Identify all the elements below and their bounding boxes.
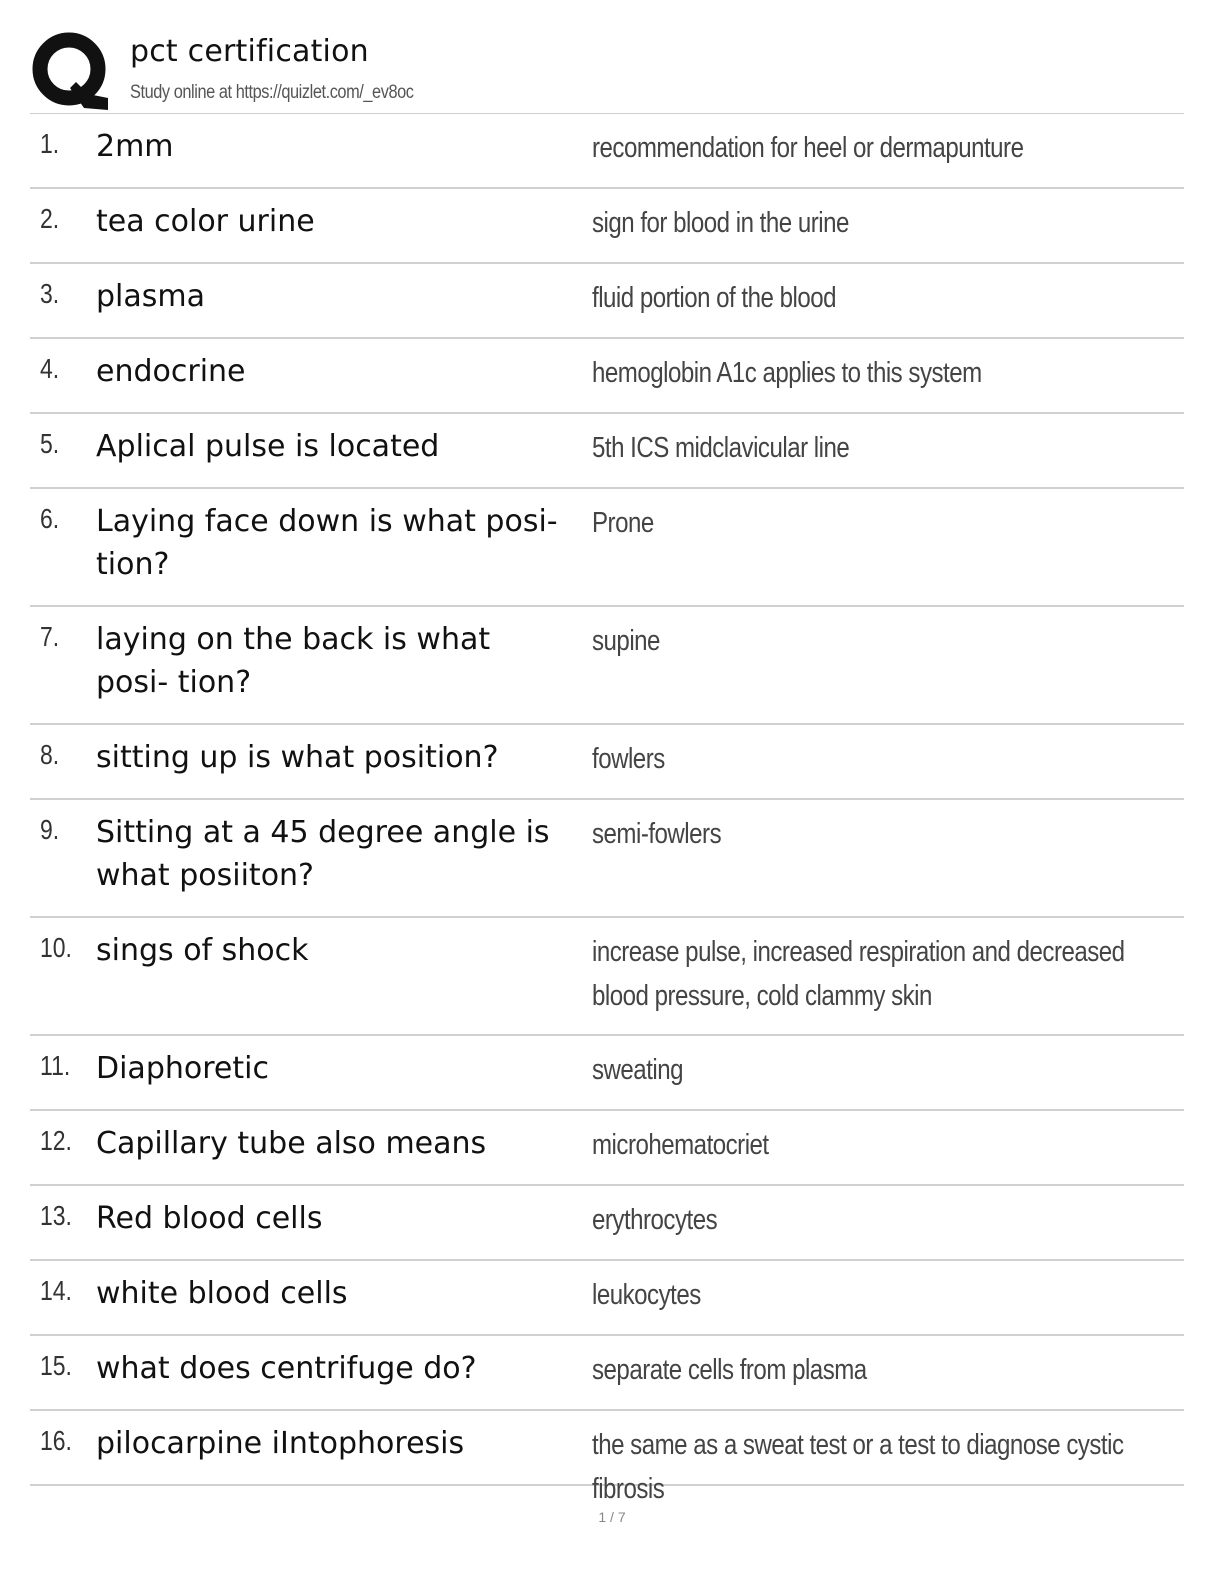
card-term: tea color urine [96,204,315,239]
card-term: pilocarpine iIntophoresis [96,1426,465,1461]
card-number: 16. [40,1425,72,1456]
flashcard-row [30,800,1184,918]
flashcard-row [30,114,1184,189]
card-number: 11. [40,1050,71,1081]
card-number: 8. [40,739,60,770]
study-online-link[interactable]: Study online at https://quizlet.com/_ev8oc [130,82,414,103]
card-number: 13. [40,1200,72,1231]
card-definition: supine [592,625,660,657]
card-number: 3. [40,278,60,309]
flashcard-row [30,189,1184,264]
flashcard-row [30,607,1184,725]
card-term: endocrine [96,354,246,389]
flashcard-row [30,1111,1184,1186]
card-term: Laying face down is what posi- tion? [96,504,558,582]
card-definition: Prone [592,507,654,539]
card-definition: separate cells from plasma [592,1354,867,1386]
card-number: 10. [40,932,72,963]
card-definition: recommendation for heel or dermapunture [592,132,1024,164]
card-term: 2mm [96,129,174,164]
card-definition: microhematocriet [592,1129,769,1161]
card-number: 7. [40,621,60,652]
card-number: 12. [40,1125,72,1156]
card-number: 15. [40,1350,72,1381]
flashcard-row [30,1036,1184,1111]
card-number: 1. [40,128,60,159]
card-definition: sign for blood in the urine [592,207,849,239]
flashcard-row [30,1336,1184,1411]
flashcard-row [30,339,1184,414]
flashcard-row [30,725,1184,800]
card-term: what does centrifuge do? [96,1351,477,1386]
flashcard-row [30,918,1184,1036]
card-term: Sitting at a 45 degree angle is what posiiton? [96,815,550,893]
page-header [30,28,1184,114]
card-number: 6. [40,503,60,534]
card-definition: increase pulse, increased respiration and decreased blood pressure, cold clammy skin [592,936,1125,1012]
card-definition: hemoglobin A1c applies to this system [592,357,982,389]
page-number: 1 / 7 [598,1509,626,1525]
card-term: Diaphoretic [96,1051,269,1086]
page-title: pct certification [130,34,369,69]
card-definition: leukocytes [592,1279,701,1311]
flashcard-row [30,1411,1184,1505]
flashcard-row [30,264,1184,339]
card-term: sitting up is what position? [96,740,499,775]
card-number: 5. [40,428,60,459]
card-definition: sweating [592,1054,684,1086]
card-definition: 5th ICS midclavicular line [592,432,850,464]
flashcard-row [30,489,1184,607]
card-number: 4. [40,353,60,384]
flashcard-row [30,1186,1184,1261]
card-number: 9. [40,814,60,845]
card-definition: semi-fowlers [592,818,722,850]
flashcard-row [30,414,1184,489]
flashcard-row [30,1261,1184,1336]
card-term: laying on the back is what posi- tion? [96,622,491,700]
card-number: 2. [40,203,60,234]
card-definition: erythrocytes [592,1204,718,1236]
flashcard-list [30,114,1184,1505]
card-definition: fluid portion of the blood [592,282,836,314]
card-term: Red blood cells [96,1201,323,1236]
card-term: Aplical pulse is located [96,429,440,464]
card-term: sings of shock [96,933,309,968]
card-definition: the same as a sweat test or a test to diagnose cystic fibrosis [592,1429,1124,1505]
card-definition: fowlers [592,743,665,775]
card-term: plasma [96,279,205,314]
card-term: white blood cells [96,1276,348,1311]
card-number: 14. [40,1275,72,1306]
quizlet-q-logo-icon [32,32,110,110]
card-term: Capillary tube also means [96,1126,487,1161]
